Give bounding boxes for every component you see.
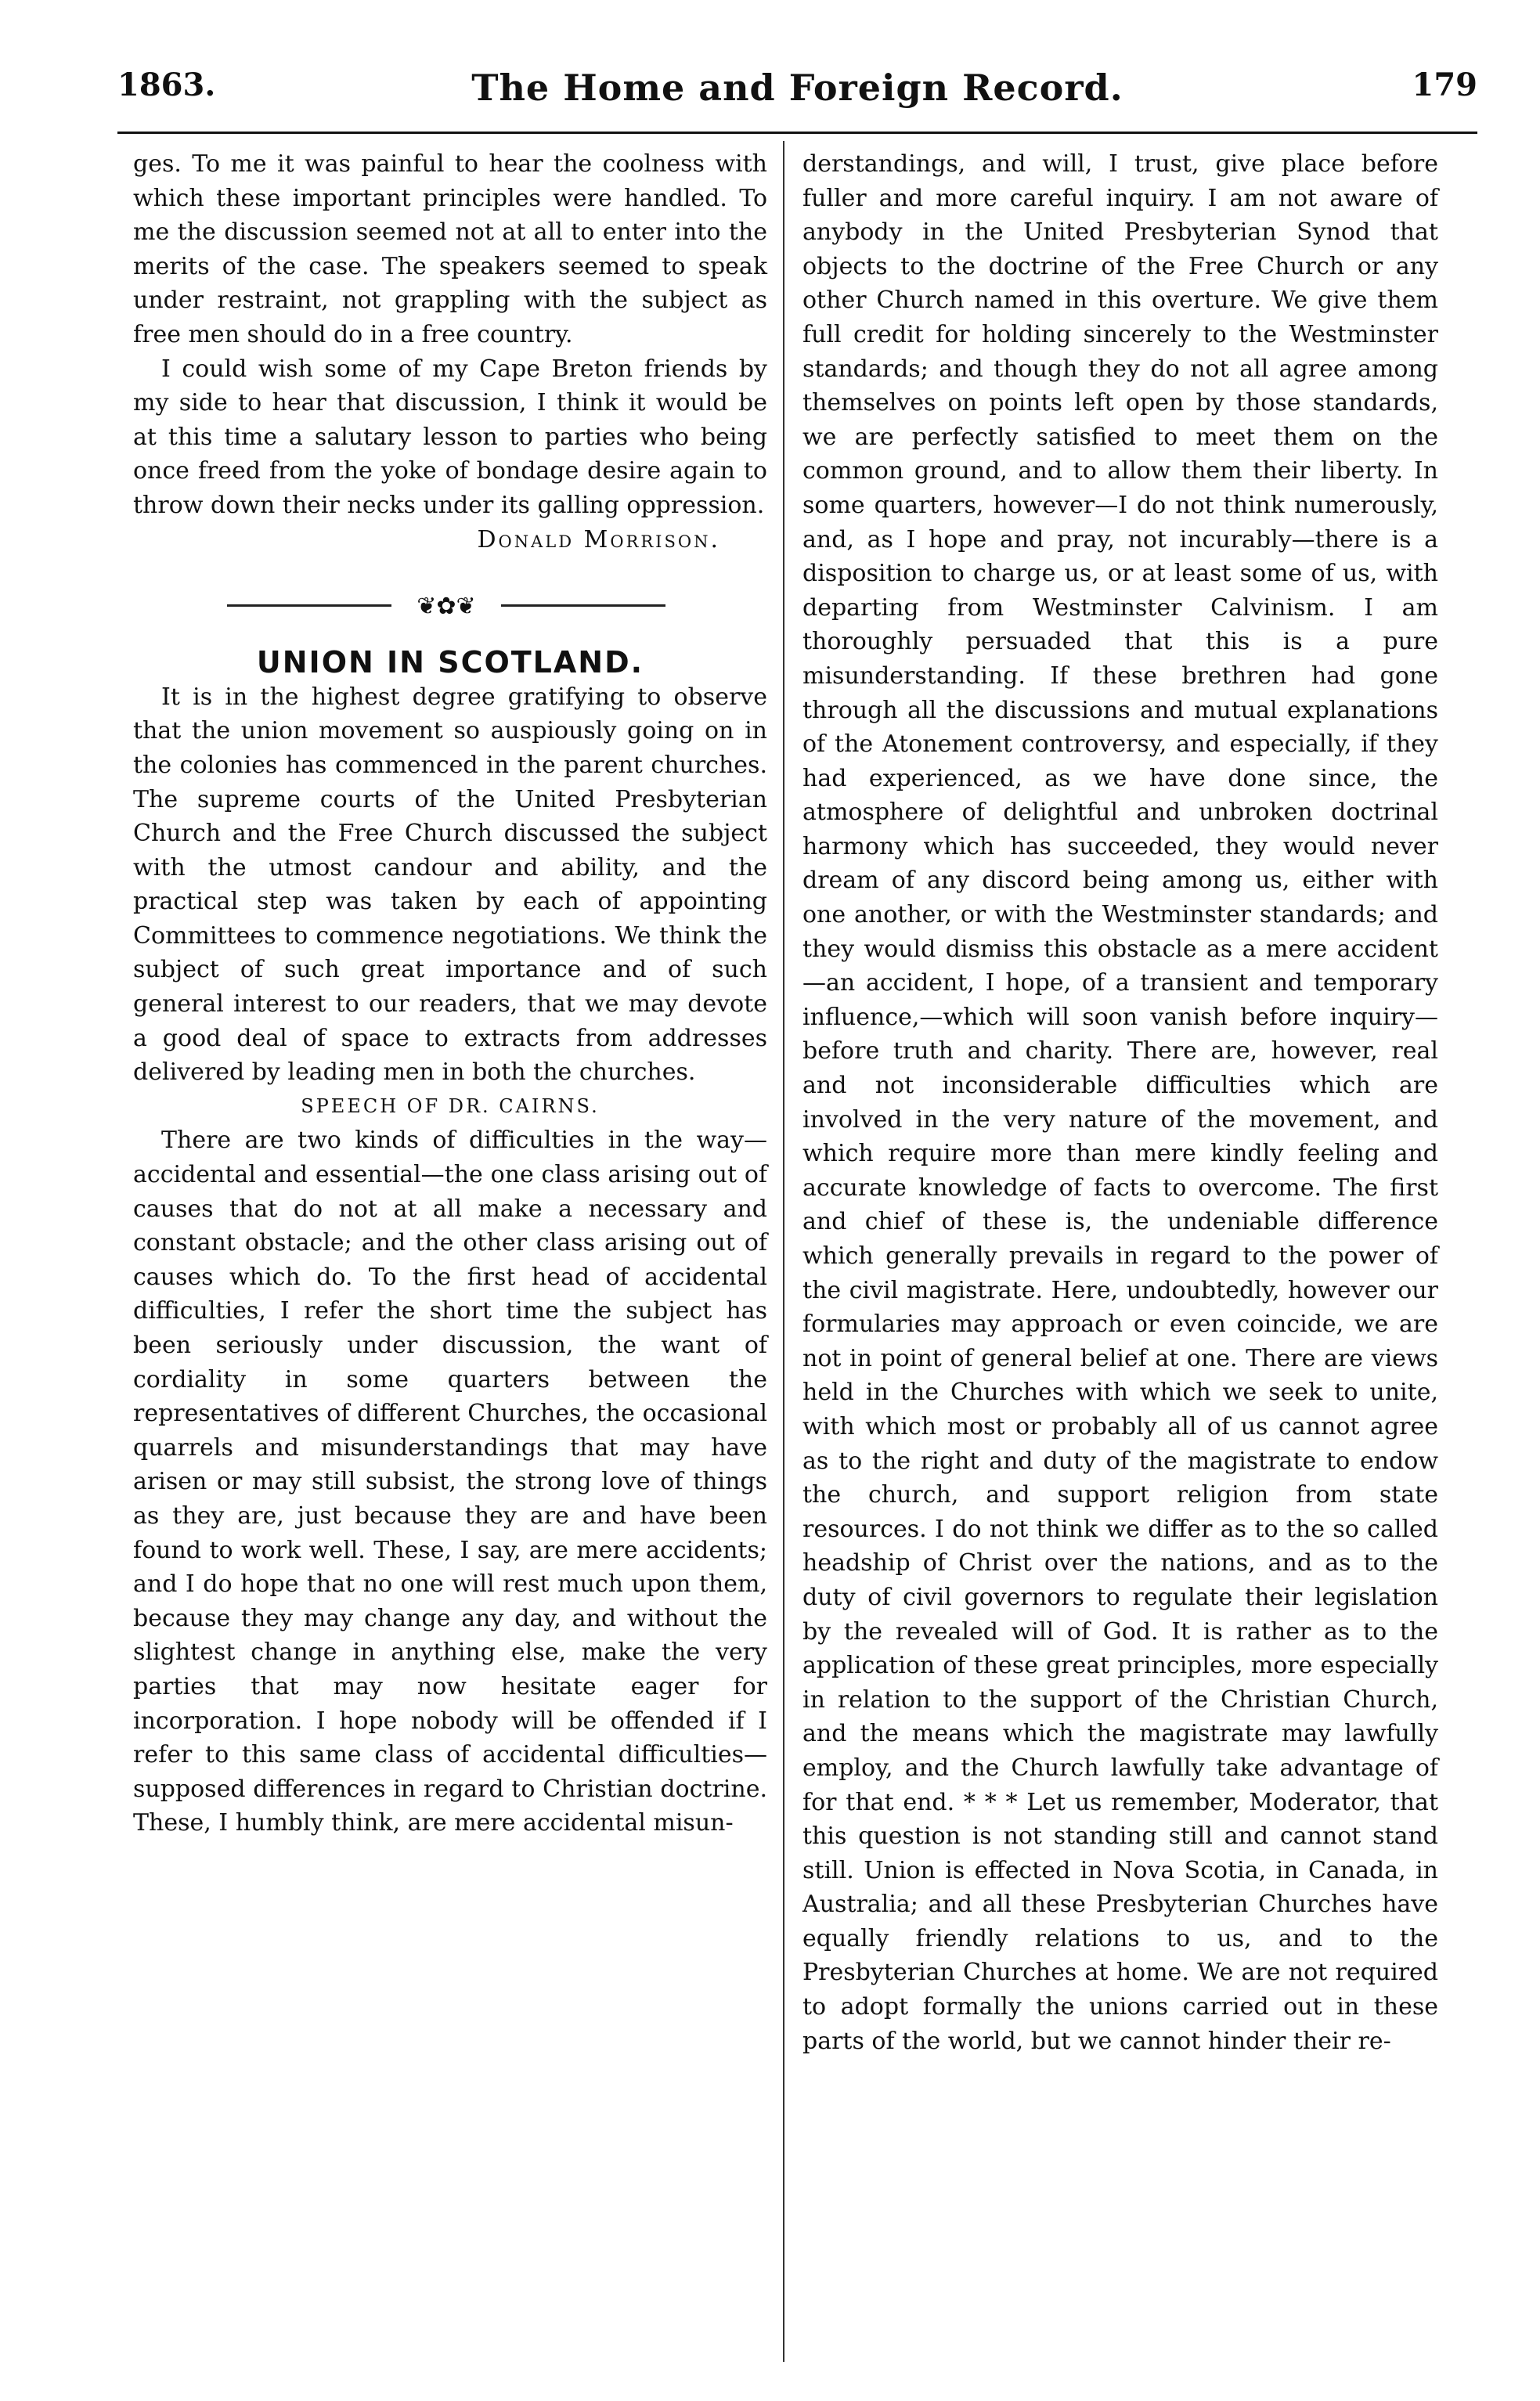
left-column <box>133 147 767 1840</box>
ornament-divider <box>133 593 767 621</box>
signature: Donald Morrison. <box>477 525 720 553</box>
header-title: The Home and Foreign Record. <box>471 67 1123 109</box>
continued-paragraph: ges. To me it was painful to hear the coolness with which these important principles were handled. To me the discussion seemed not at all to enter into the merits of the case. The speakers seemed to speak under restraint, not grappling with the subject as free men should do in a free country. <box>133 150 767 348</box>
speech-title: SPEECH OF DR. CAIRNS. <box>301 1094 600 1117</box>
union-paragraph: It is in the highest degree gratifying to observe that the union movement so auspiously going on in the colonies has commenced in the parent churches. The supreme courts of the United Presbyterian Church and the Free Church discussed the subject with the utmost candour and ability, and the practical step was taken by each of appointing Committees to commence negotiations. We think the subject of such great importance and of such general interest to our readers, that we may devote a good deal of space to extracts from addresses delivered by leading men in both the churches. <box>133 683 767 1087</box>
column-divider <box>783 141 784 2362</box>
cape-breton-paragraph: I could wish some of my Cape Breton friends by my side to hear that discussion, I think it would be at this time a salutary lesson to parties who being once freed from the yoke of bondage desire again to throw down their necks under its galling oppression. <box>133 355 767 519</box>
page-number: 179 <box>1412 67 1477 103</box>
right-paragraph: derstandings, and will, I trust, give place before fuller and more careful inquiry. I am not aware of anybody in the United Presbyterian Synod that objects to the doctrine of the Free Church or any other Church named in this overture. We give them full credit for holding sincerely to the Westminster standards; and though they do not all agree among themselves on points left open by those standards, we are perfectly satisfied to meet them on the common ground, and to allow them their liberty. In some quarters, however—I do not think numerously, and, as I hope and pray, not incurably—there is a disposition to charge us, or at least some of us, with departing from Westminster Calvinism. I am thoroughly persuaded that this is a pure misunderstanding. If these brethren had gone through all the discussions and mutual explanations of the Atonement controversy, and especially, if they had experienced, as we have done since, the atmosphere of delightful and unbroken doctrinal harmony which has succeeded, they would never dream of any discord being among us, either with one another, or with the Westminster standards; and they would dismiss this obstacle as a mere accident—an accident, I hope, of a transient and temporary influence,—which will soon vanish before inquiry—before truth and charity. There are, however, real and not inconsiderable difficulties which are involved in the very nature of the movement, and which require more than mere kindly feeling and accurate knowledge of facts to overcome. The first and chief of these is, the undeniable difference which generally prevails in regard to the power of the civil magistrate. Here, undoubtedly, however our formularies may approach or even coincide, we are not in point of general belief at one. There are views held in the Churches with which we seek to unite, with which most or probably all of us cannot agree as to the right and duty of the magistrate to endow the church, and support religion from state resources. I do not think we differ as to the so called headship of Christ over the nations, and as to the duty of civil governors to regulate their legislation by the revealed will of God. It is rather as to the application of these great principles, more especially in relation to the support of the Christian Church, and the means which the magistrate may lawfully employ, and the Church lawfully take advantage of for that end. * * * Let us remember, Moderator, that this question is not standing still and cannot stand still. Union is effected in Nova Scotia, in Canada, in Australia; and all these Presbyterian Churches have equally friendly relations to us, and to the Presbyterian Churches at home. We are not required to adopt formally the unions carried out in these parts of the world, but we cannot hinder their re- <box>802 150 1438 2055</box>
ornament-glyph: ❦✿❦ <box>391 589 501 624</box>
header-year: 1863. <box>117 67 216 103</box>
section-title: UNION IN SCOTLAND. <box>256 645 644 680</box>
page-header <box>117 67 1477 121</box>
header-rule <box>117 132 1477 134</box>
right-column <box>802 147 1438 2058</box>
speech-paragraph: There are two kinds of difficulties in the way—accidental and essential—the one class arising out of causes that do not at all make a necessary and constant obstacle; and the other class arising out of causes which do. To the first head of accidental difficulties, I refer the short time the subject has been seriously under discussion, the want of cordiality in some quarters between the representatives of different Churches, the occasional quarrels and misunderstandings that may have arisen or may still subsist, the strong love of things as they are, just because they are and have been found to work well. These, I say, are mere accidents; and I do hope that no one will rest much upon them, because they may change any day, and without the slightest change in anything else, make the very parties that may now hesitate eager for incorporation. I hope nobody will be offended if I refer to this same class of accidental difficulties—supposed differences in regard to Christian doctrine. These, I humbly think, are mere accidental misun- <box>133 1127 767 1837</box>
